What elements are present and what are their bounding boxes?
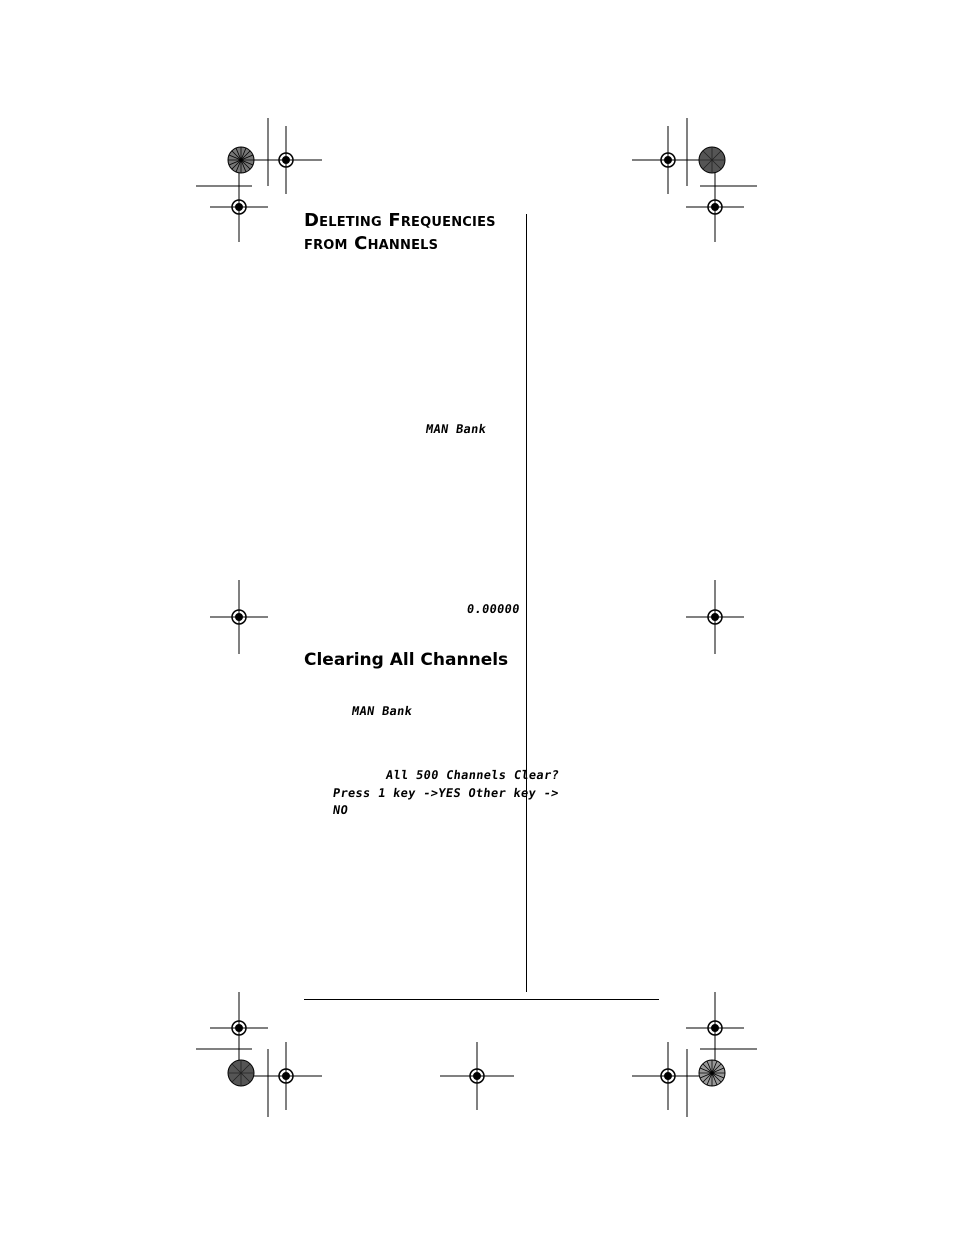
lcd-display-man-bank: MAN Bank (425, 422, 488, 436)
title-rest-hannels: HANNELS (367, 238, 439, 253)
lcd-prompt-line-2: Press 1 key ->YES Other key -> (332, 786, 560, 800)
section-title-deleting-frequencies (304, 210, 496, 234)
lcd-display-frequency: 0.00000 (466, 602, 521, 616)
title-cap-c: C (354, 233, 368, 254)
column-divider (526, 214, 527, 992)
page-bottom-rule (304, 999, 659, 1000)
section-title-clearing-all-channels: Clearing All Channels (304, 650, 509, 670)
title-from: FROM (304, 238, 348, 253)
title-cap-f: F (388, 210, 401, 231)
section-title-from-channels (304, 233, 438, 257)
title-rest-requencies: REQUENCIES (400, 215, 496, 230)
title-cap-d: D (304, 210, 320, 231)
lcd-prompt-line-3: NO (332, 803, 350, 817)
title-rest-eleting: ELETING (319, 215, 382, 230)
lcd-display-man-bank-2: MAN Bank (351, 704, 414, 718)
lcd-prompt-line-1: All 500 Channels Clear? (385, 768, 561, 782)
